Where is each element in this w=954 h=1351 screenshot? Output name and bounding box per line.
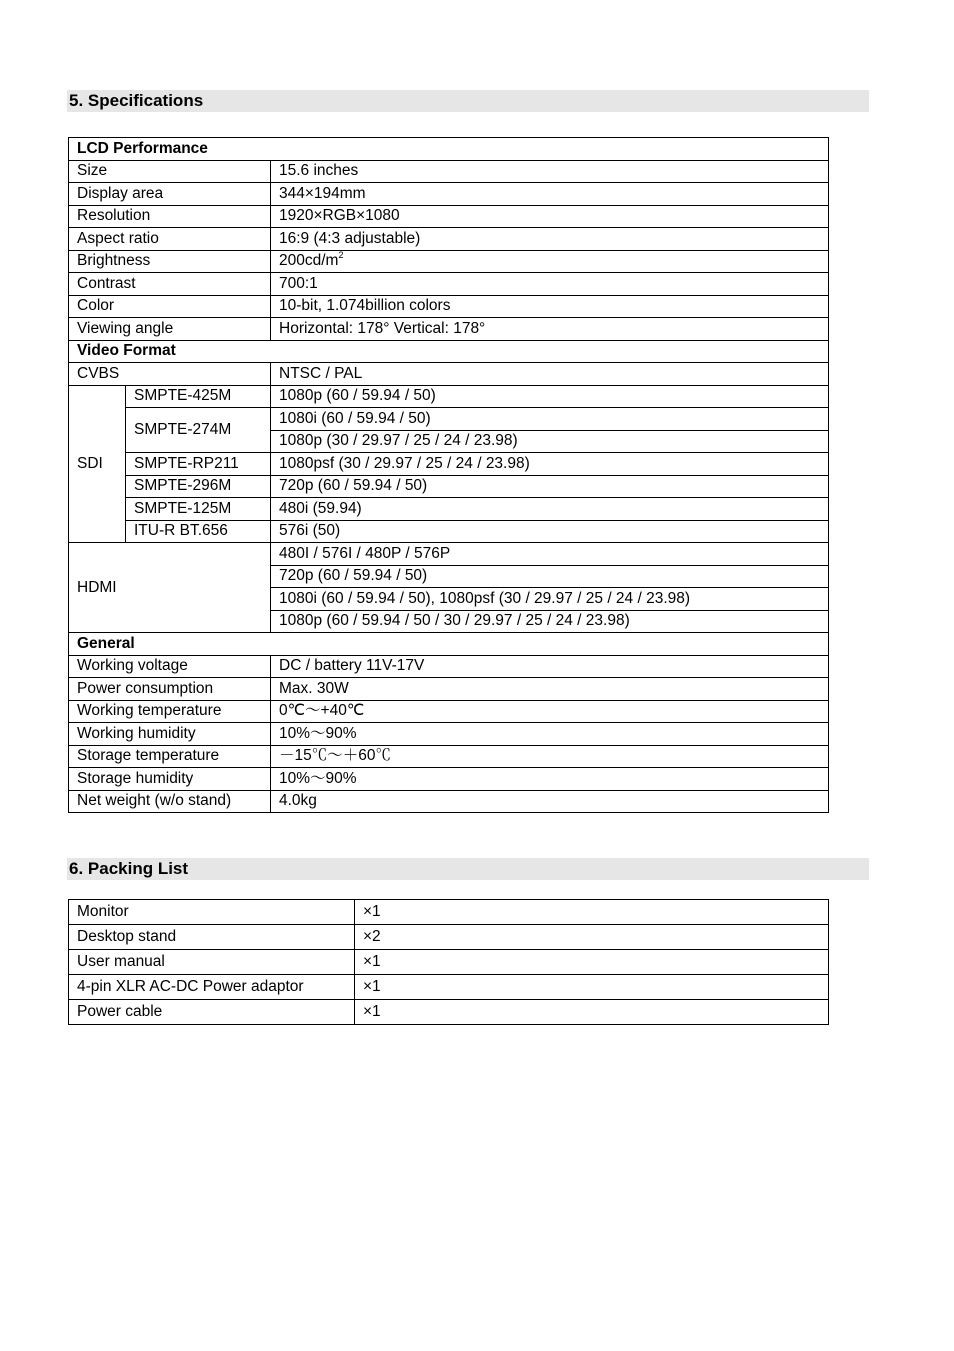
table-row	[69, 475, 829, 498]
spec-value: 1080p (60 / 59.94 / 50 / 30 / 29.97 / 25 / 24 / 23.98)	[271, 610, 829, 633]
spec-label: Viewing angle	[69, 318, 271, 341]
spec-label: Size	[69, 160, 271, 183]
sdi-label: SDI	[69, 385, 126, 543]
spec-label: Brightness	[69, 250, 271, 273]
item-quantity: ×1	[355, 900, 829, 925]
table-row	[69, 745, 829, 768]
superscript: 2	[338, 250, 344, 261]
spec-value: 720p (60 / 59.94 / 50)	[271, 565, 829, 588]
table-row	[69, 655, 829, 678]
table-row	[69, 975, 829, 1000]
spec-label: Aspect ratio	[69, 228, 271, 251]
spec-value: 344×194mm	[271, 183, 829, 206]
sdi-standard: ITU-R BT.656	[126, 520, 271, 543]
table-row	[69, 160, 829, 183]
spec-value: 1080p (30 / 29.97 / 25 / 24 / 23.98)	[271, 430, 829, 453]
item-name: User manual	[69, 950, 355, 975]
table-row	[69, 498, 829, 521]
table-row	[69, 205, 829, 228]
spec-label: Contrast	[69, 273, 271, 296]
spec-value: 15.6 inches	[271, 160, 829, 183]
specifications-heading: 5. Specifications	[67, 90, 869, 112]
table-row	[69, 408, 829, 431]
hdmi-label: HDMI	[69, 543, 271, 633]
sdi-standard: SMPTE-RP211	[126, 453, 271, 476]
spec-value: 4.0kg	[271, 790, 829, 813]
table-row	[69, 700, 829, 723]
spec-label: Power consumption	[69, 678, 271, 701]
specifications-table	[68, 137, 829, 813]
spec-label: Resolution	[69, 205, 271, 228]
spec-label: Net weight (w/o stand)	[69, 790, 271, 813]
spec-value: 0℃～+40℃	[271, 700, 829, 723]
table-row	[69, 385, 829, 408]
item-name: Monitor	[69, 900, 355, 925]
item-quantity: ×1	[355, 1000, 829, 1025]
spec-value: 576i (50)	[271, 520, 829, 543]
item-quantity: ×2	[355, 925, 829, 950]
spec-label: Working temperature	[69, 700, 271, 723]
table-row	[69, 228, 829, 251]
spec-value: 1920×RGB×1080	[271, 205, 829, 228]
spec-value: 720p (60 / 59.94 / 50)	[271, 475, 829, 498]
item-quantity: ×1	[355, 975, 829, 1000]
spec-value: 10-bit, 1.074billion colors	[271, 295, 829, 318]
section-row	[69, 340, 829, 363]
table-row	[69, 790, 829, 813]
sdi-standard: SMPTE-274M	[126, 408, 271, 453]
spec-value: Horizontal: 178° Vertical: 178°	[271, 318, 829, 341]
spec-label: Working humidity	[69, 723, 271, 746]
spec-value: 480I / 576I / 480P / 576P	[271, 543, 829, 566]
table-row	[69, 273, 829, 296]
section-title: General	[69, 633, 829, 656]
spec-value: 10%～90%	[271, 723, 829, 746]
spec-value: －15℃～＋60℃	[271, 745, 829, 768]
spec-label: Color	[69, 295, 271, 318]
item-quantity: ×1	[355, 950, 829, 975]
spec-label: Working voltage	[69, 655, 271, 678]
sdi-standard: SMPTE-425M	[126, 385, 271, 408]
section-row	[69, 633, 829, 656]
spec-value: 480i (59.94)	[271, 498, 829, 521]
spec-value: Max. 30W	[271, 678, 829, 701]
table-row	[69, 678, 829, 701]
table-row	[69, 318, 829, 341]
table-row	[69, 183, 829, 206]
table-row	[69, 950, 829, 975]
sdi-standard: SMPTE-296M	[126, 475, 271, 498]
table-row	[69, 520, 829, 543]
brightness-value: 200cd/m	[279, 252, 339, 270]
table-row	[69, 250, 829, 273]
spec-value: 1080psf (30 / 29.97 / 25 / 24 / 23.98)	[271, 453, 829, 476]
spec-label: Display area	[69, 183, 271, 206]
table-row	[69, 1000, 829, 1025]
spec-label: Storage humidity	[69, 768, 271, 791]
table-row	[69, 768, 829, 791]
item-name: Power cable	[69, 1000, 355, 1025]
section-row	[69, 138, 829, 161]
table-row	[69, 363, 829, 386]
spec-value: 1080p (60 / 59.94 / 50)	[271, 385, 829, 408]
spec-label: CVBS	[69, 363, 271, 386]
table-row	[69, 543, 829, 566]
spec-value: 1080i (60 / 59.94 / 50)	[271, 408, 829, 431]
item-name: Desktop stand	[69, 925, 355, 950]
spec-value: 10%～90%	[271, 768, 829, 791]
item-name: 4-pin XLR AC-DC Power adaptor	[69, 975, 355, 1000]
sdi-standard: SMPTE-125M	[126, 498, 271, 521]
section-title: LCD Performance	[69, 138, 829, 161]
packing-list-heading: 6. Packing List	[67, 858, 869, 880]
spec-value	[271, 250, 829, 273]
spec-value: NTSC / PAL	[271, 363, 829, 386]
table-row	[69, 925, 829, 950]
table-row	[69, 453, 829, 476]
spec-label: Storage temperature	[69, 745, 271, 768]
spec-value: 700:1	[271, 273, 829, 296]
spec-value: 16:9 (4:3 adjustable)	[271, 228, 829, 251]
table-row	[69, 723, 829, 746]
spec-value: DC / battery 11V-17V	[271, 655, 829, 678]
table-row	[69, 900, 829, 925]
packing-list-table	[68, 899, 829, 1025]
spec-value: 1080i (60 / 59.94 / 50), 1080psf (30 / 29.97 / 25 / 24 / 23.98)	[271, 588, 829, 611]
table-row	[69, 295, 829, 318]
section-title: Video Format	[69, 340, 829, 363]
